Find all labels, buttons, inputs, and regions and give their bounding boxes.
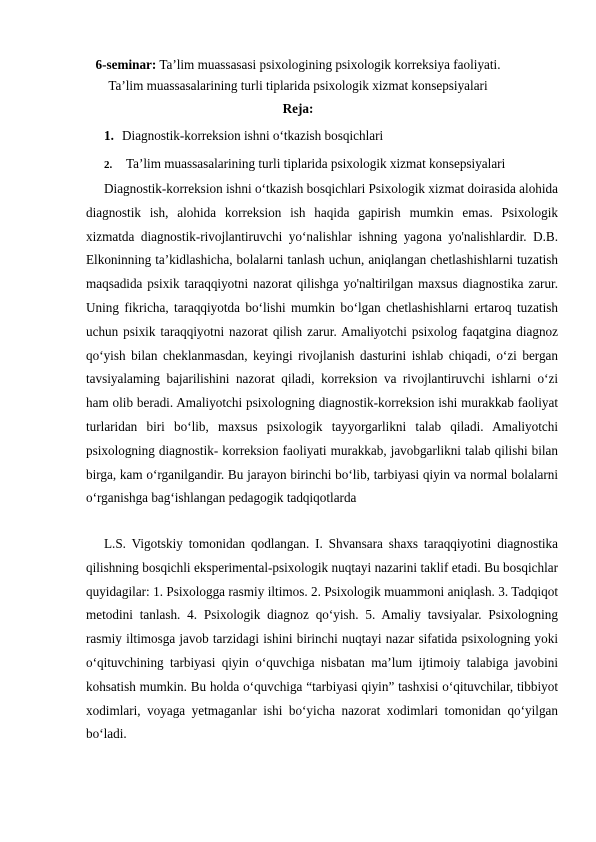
seminar-label: 6-seminar:	[95, 57, 157, 72]
seminar-heading	[0, 57, 596, 73]
plan-item-number: 1.	[104, 128, 114, 143]
body-paragraph-1: Diagnostik-korreksion ishni o‘tkazish bosqichlari Psixologik xizmat doirasida alohida diagnostik ish, alohida korreksion ish haqida gapirish mumkin emas. Psixologik xizmatda diagnostik-rivojlantiruvchi yo‘nalishlar ishning yagona yo'nalishlardir. D.B. Elkoninning ta’kidlashicha, bolalarni tanlash uchun, aniqlangan chetlashishlarni tuzatish maqsadida psixik taraqqiyotni nazorat qilishga yo'naltirilgan maxsus diagnostika zarur. Uning fikricha, taraqqiyotda bo‘lishi mumkin bo‘lgan chetlashishlarni ertaroq tuzatish uchun psixik taraqqiyotni nazorat qilish zarur. Amaliyotchi psixolog faqatgina diagnoz qo‘yish bilan cheklanmasdan, keyingi rivojlanish dasturini ishlab chiqadi, o‘zi bergan tavsiyalaming bajarilishini nazorat qiladi, korreksion va rivojlantiruvchi ishlarni o‘zi ham olib beradi. Amaliyotchi psixologning diagnostik-korreksion ishi murakkab faoliyat turlaridan biri bo‘lib, maxsus psixologik tayyorgarlikni talab qiladi. Amaliyotchi psixologning diagnostik- korreksion faoliyati murakkab, javobgarlikni talab qilishi bilan birga, kam o‘rganilgandir. Bu jarayon birinchi bo‘lib, tarbiyasi qiyin va normal bolalarni o‘rganishga bag‘ishlangan pedagogik tadqiqotlarda	[86, 181, 558, 506]
plan-label: Reja:	[282, 101, 314, 116]
plan-item-2	[104, 156, 505, 172]
plan-item-text: Ta’lim muassasalarining turli tiplarida psixologik xizmat konsepsiyalari	[126, 156, 506, 171]
plan-item-number: 2.	[104, 159, 113, 171]
seminar-subtitle: Ta’lim muassasalarining turli tiplarida psixologik xizmat konsepsiyalari	[108, 78, 488, 93]
body-paragraph-2: L.S. Vigotskiy tomonidan qodlangan. I. Shvansara shaxs taraqqiyotini diagnostika qilishning bosqichli eksperimental-psixologik nuqtayi nazarini taklif etadi. Bu bosqichlar quyidagilar: 1. Psixologga rasmiy iltimos. 2. Psixologik muammoni aniqlash. 3. Tadqiqot metodini tanlash. 4. Psixologik diagnoz qo‘yish. 5. Amaliy tavsiyalar. Psixologning rasmiy iltimosga javob tarzidagi ishini birinchi nuqtayi nazar sifatida psixologning yoki o‘qituvchining tarbiyasi qiyin o‘quvchiga nisbatan ma’lum ijtimoiy talabiga javobini kohsatish mumkin. Bu holda o‘quvchiga “tarbiyasi qiyin” tashxisi o‘qituvchilar, tibbiyot xodimlari, voyaga yetmaganlar ishi bo‘yicha nazorat xodimlari tomonidan qo‘yilgan bo‘ladi.	[86, 536, 558, 742]
seminar-title: Ta’lim muassasasi psixologining psixologik korreksiya faoliyati.	[156, 57, 501, 72]
plan-item-text: Diagnostik-korreksion ishni o‘tkazish bosqichlari	[122, 128, 384, 143]
plan-item-1	[104, 128, 383, 144]
